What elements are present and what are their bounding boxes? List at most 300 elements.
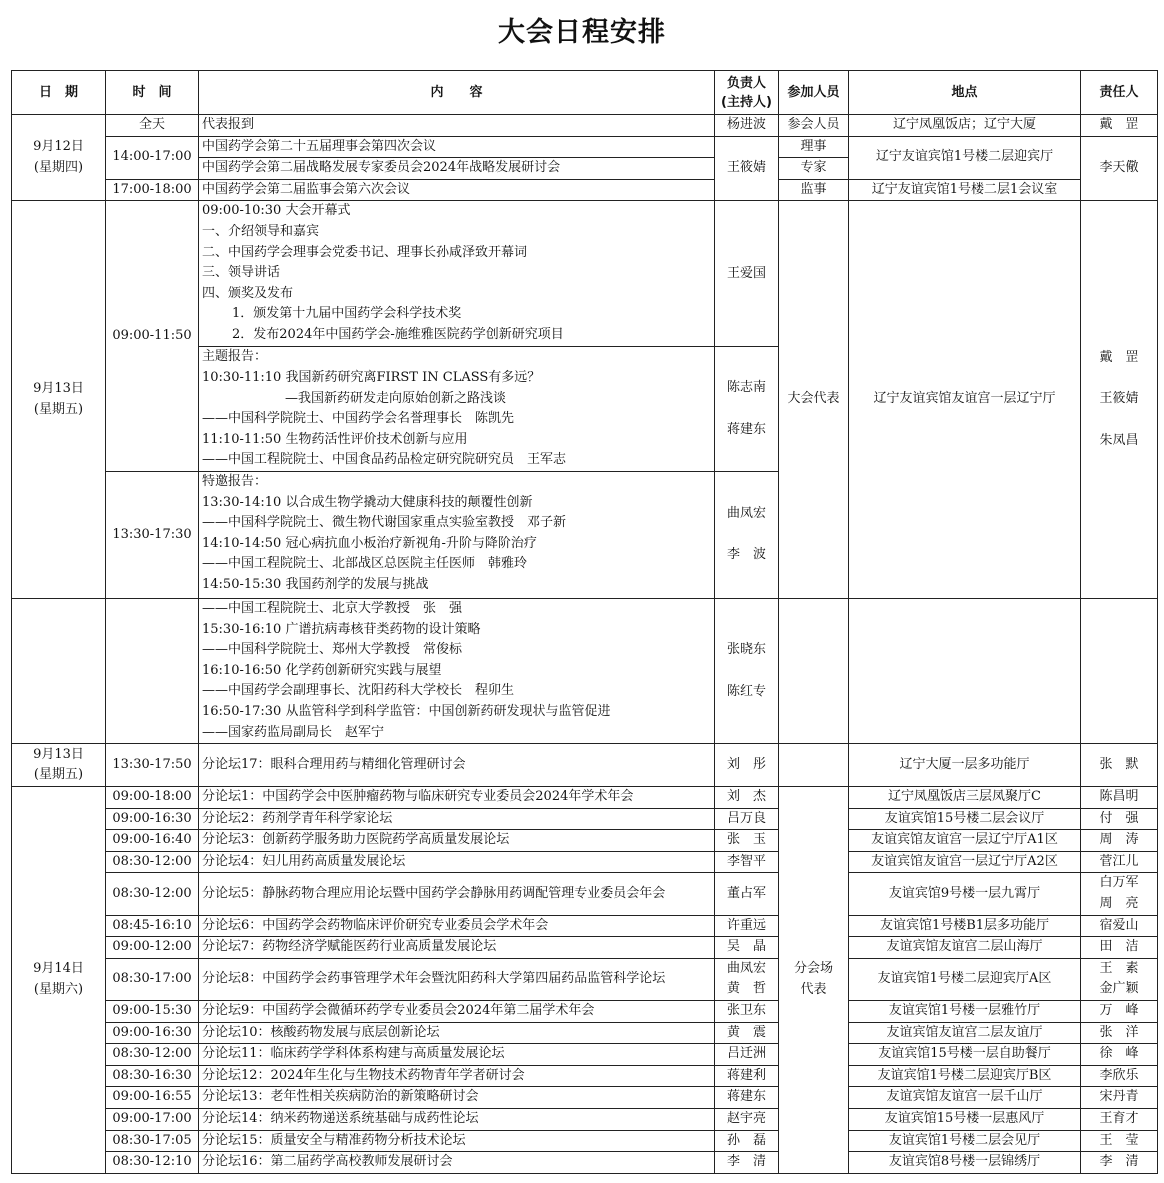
time-cell-line: 08:45-16:10	[112, 917, 192, 933]
time-cell	[106, 830, 199, 852]
content-cell	[199, 873, 715, 915]
participants-cell	[779, 158, 849, 180]
time-cell-line: 09:00-16:55	[112, 1089, 192, 1105]
location-cell-line: 友谊宾馆友谊宫一层辽宁厅A1区	[871, 832, 1058, 848]
location-cell	[849, 115, 1081, 137]
content-cell-line: 分论坛6：中国药学会药物临床评价研究专业委员会学术年会	[202, 917, 549, 933]
time-cell	[106, 1130, 199, 1152]
location-cell	[849, 1001, 1081, 1023]
content-cell-line: 分论坛4：妇儿用药高质量发展论坛	[202, 853, 406, 869]
header-date: 日 期	[12, 71, 106, 115]
day14-forum-row	[12, 1022, 1158, 1044]
time-cell	[106, 1044, 199, 1066]
day14-forum-row	[12, 851, 1158, 873]
content-cell-line: 15:30-16:10 广谱抗病毒核苷类药物的设计策略	[202, 621, 481, 637]
time-cell-line: 13:30-17:50	[112, 756, 192, 772]
date-cell-line: (星期四)	[33, 159, 84, 175]
participants-cell-line: 专家	[800, 160, 827, 176]
date-cell-line: 9月13日	[33, 746, 84, 762]
time-cell	[106, 201, 199, 472]
content-cell-line: 二、中国药学会理事会党委书记、理事长孙咸泽致开幕词	[202, 244, 528, 260]
day12-row	[12, 179, 1158, 201]
location-cell-line: 友谊宾馆友谊宫一层辽宁厅A2区	[871, 853, 1058, 869]
participants-cell-line: 理事	[800, 138, 827, 154]
schedule-table	[11, 70, 1158, 1174]
host-cell-line: 李 波	[726, 547, 766, 563]
day14-forum-row	[12, 958, 1158, 1000]
date-cell	[12, 787, 106, 1174]
owner-cell-line: 付 强	[1099, 810, 1139, 826]
content-cell	[199, 808, 715, 830]
content-cell	[199, 115, 715, 137]
content-cell	[199, 471, 715, 598]
time-cell	[106, 744, 199, 787]
content-cell	[199, 1022, 715, 1044]
header-time: 时 间	[106, 71, 199, 115]
day14-forum-row	[12, 915, 1158, 937]
content-cell-line: 分论坛12：2024年生化与生物技术药物青年学者研讨会	[202, 1067, 525, 1083]
host-cell-line: 王爱国	[726, 265, 766, 281]
header-row	[12, 71, 1158, 115]
host-cell	[715, 115, 779, 137]
day14-forum-row	[12, 1065, 1158, 1087]
participants-cell-line: 参会人员	[787, 117, 840, 132]
host-cell	[715, 136, 779, 201]
content-cell-line: 特邀报告：	[202, 473, 268, 489]
time-cell-line: 08:30-16:30	[112, 1067, 192, 1083]
host-cell	[715, 1130, 779, 1152]
location-cell	[849, 598, 1081, 743]
location-cell	[849, 1130, 1081, 1152]
time-cell-line: 08:30-17:05	[112, 1132, 192, 1148]
day13-opening-row	[12, 201, 1158, 347]
host-cell	[715, 937, 779, 959]
location-cell	[849, 1022, 1081, 1044]
day14-forum-row	[12, 1130, 1158, 1152]
location-cell	[849, 787, 1081, 809]
content-cell-line: 主题报告：	[202, 349, 268, 365]
host-cell-line: 孙 磊	[726, 1132, 766, 1148]
time-cell	[106, 958, 199, 1000]
participants-cell-line: 分会场	[793, 961, 833, 977]
location-cell-line: 辽宁友谊宾馆友谊宫一层辽宁厅	[873, 391, 1056, 407]
host-cell-line: 刘 彤	[726, 756, 766, 772]
content-cell	[199, 158, 715, 180]
host-cell-line: 曲凤宏	[726, 960, 766, 976]
owner-cell-line: 张 洋	[1099, 1024, 1139, 1040]
owner-cell-line: 王 莹	[1099, 1132, 1139, 1148]
time-cell	[106, 1109, 199, 1131]
host-cell	[715, 873, 779, 915]
content-cell-line: 分论坛15：质量安全与精准药物分析技术论坛	[202, 1132, 466, 1148]
host-cell-line: 吕迁洲	[726, 1046, 766, 1062]
location-cell-line: 友谊宾馆友谊宫二层友谊厅	[886, 1024, 1043, 1040]
host-cell-line: 董占军	[726, 885, 766, 901]
content-cell-line: 分论坛1：中国药学会中医肿瘤药物与临床研究专业委员会2024年学术年会	[202, 789, 634, 805]
day14-forum-row	[12, 1044, 1158, 1066]
location-cell-line: 辽宁友谊宾馆1号楼二层迎宾厅	[875, 149, 1054, 165]
owner-cell	[1081, 1022, 1158, 1044]
day14-forum-row	[12, 1109, 1158, 1131]
content-cell-line: ——中国工程院院士、北京大学教授 张 强	[202, 600, 463, 616]
location-cell-line: 友谊宾馆友谊宫一层千山厅	[886, 1089, 1043, 1105]
content-cell-line: ——中国药学会副理事长、沈阳药科大学校长 程卯生	[202, 683, 515, 699]
participants-cell-line: 大会代表	[787, 391, 840, 407]
content-cell-line: ——国家药监局副局长 赵军宁	[202, 724, 385, 740]
day14-forum-row	[12, 1152, 1158, 1174]
owner-cell-line: 王筱婧	[1099, 391, 1139, 407]
content-cell	[199, 136, 715, 158]
host-cell	[715, 598, 779, 743]
day13-continued-row	[12, 598, 1158, 743]
content-cell	[199, 937, 715, 959]
content-cell-line: 分论坛2：药剂学青年科学家论坛	[202, 810, 393, 826]
owner-cell-line: 金广颖	[1099, 981, 1139, 997]
host-cell	[715, 1022, 779, 1044]
day13-forum17-row	[12, 744, 1158, 787]
content-cell-line: 分论坛7：药物经济学赋能医药行业高质量发展论坛	[202, 939, 497, 955]
host-cell	[715, 787, 779, 809]
content-cell-line: 16:50-17:30 从监管科学到科学监管：中国创新药研发现状与监管促进	[202, 703, 611, 719]
content-cell-line: 11:10-11:50 生物药活性评价技术创新与应用	[202, 431, 468, 447]
location-cell	[849, 873, 1081, 915]
content-cell-line: 代表报到	[202, 117, 255, 132]
owner-cell	[1081, 598, 1158, 743]
owner-cell	[1081, 115, 1158, 137]
content-cell	[199, 1065, 715, 1087]
date-cell-line: 9月13日	[33, 381, 84, 397]
time-cell-line: 09:00-18:00	[112, 789, 192, 805]
owner-cell	[1081, 1130, 1158, 1152]
host-cell-line: 杨进波	[726, 117, 766, 132]
content-cell-line: 中国药学会第二届战略发展专家委员会2024年战略发展研讨会	[202, 160, 561, 176]
host-cell-line: 陈志南	[726, 380, 766, 396]
owner-cell-line: 宿爱山	[1099, 917, 1139, 933]
location-cell-line: 辽宁凤凰饭店；辽宁大厦	[892, 117, 1036, 132]
date-cell-line: 9月12日	[33, 139, 84, 155]
header-participants: 参加人员	[779, 71, 849, 115]
owner-cell-line: 周 涛	[1099, 832, 1139, 848]
host-cell	[715, 744, 779, 787]
content-cell	[199, 347, 715, 472]
owner-cell-line: 张 默	[1099, 756, 1139, 772]
content-cell-line: 中国药学会第二十五届理事会第四次会议	[202, 138, 437, 154]
day12-row	[12, 136, 1158, 158]
content-cell-line: 2．发布2024年中国药学会-施维雅医院药学创新研究项目	[232, 326, 564, 342]
content-cell	[199, 787, 715, 809]
owner-cell	[1081, 201, 1158, 599]
day14-forum-row	[12, 1087, 1158, 1109]
location-cell-line: 友谊宾馆1号楼二层会见厅	[888, 1132, 1041, 1148]
content-cell-line: 四、颁奖及发布	[202, 285, 294, 301]
owner-cell-line: 田 洁	[1099, 939, 1139, 955]
participants-cell	[779, 201, 849, 599]
host-cell-line: 张晓东	[726, 641, 766, 657]
location-cell	[849, 937, 1081, 959]
host-cell	[715, 851, 779, 873]
location-cell-line: 友谊宾馆9号楼一层九霄厅	[888, 885, 1041, 901]
content-cell	[199, 851, 715, 873]
content-cell	[199, 830, 715, 852]
date-cell	[12, 201, 106, 599]
host-cell	[715, 808, 779, 830]
time-cell	[106, 598, 199, 743]
time-cell	[106, 808, 199, 830]
content-cell-line: ——中国工程院院士、北部战区总医院主任医师 韩雅玲	[202, 556, 528, 572]
owner-cell	[1081, 851, 1158, 873]
date-cell	[12, 115, 106, 201]
host-cell	[715, 1044, 779, 1066]
location-cell	[849, 1152, 1081, 1174]
content-cell-line: 分论坛9：中国药学会微循环药学专业委员会2024年第二届学术年会	[202, 1003, 595, 1019]
owner-cell-line: 周 亮	[1099, 896, 1139, 912]
location-cell	[849, 830, 1081, 852]
owner-cell	[1081, 937, 1158, 959]
location-cell	[849, 744, 1081, 787]
day14-forum-row	[12, 787, 1158, 809]
day14-forum-row	[12, 873, 1158, 915]
header-host: 负责人 (主持人)	[715, 71, 779, 115]
location-cell-line: 辽宁友谊宾馆1号楼二层1会议室	[871, 181, 1058, 197]
time-cell-line: 09:00-17:00	[112, 1111, 192, 1126]
host-cell-line: 许重远	[726, 917, 766, 933]
content-cell-line: 14:10-14:50 冠心病抗血小板治疗新视角-升阶与降阶治疗	[202, 535, 537, 551]
content-cell	[199, 179, 715, 201]
host-cell	[715, 1065, 779, 1087]
host-cell-line: 张 玉	[726, 832, 766, 848]
content-cell	[199, 1109, 715, 1131]
time-cell	[106, 873, 199, 915]
date-cell-line: (星期五)	[33, 767, 84, 783]
time-cell-line: 08:30-12:00	[112, 885, 192, 901]
time-cell-line: 09:00-12:00	[112, 939, 192, 955]
participants-cell	[779, 598, 849, 743]
time-cell	[106, 1022, 199, 1044]
host-cell	[715, 1001, 779, 1023]
content-cell-line: 分论坛10：核酸药物发展与底层创新论坛	[202, 1024, 440, 1040]
host-cell-line: 蒋建东	[726, 421, 766, 437]
location-cell-line: 友谊宾馆15号楼一层惠风厅	[884, 1111, 1045, 1126]
content-cell	[199, 1152, 715, 1174]
location-cell	[849, 1065, 1081, 1087]
host-cell	[715, 201, 779, 347]
time-cell	[106, 179, 199, 201]
owner-cell	[1081, 873, 1158, 915]
content-cell-line: 13:30-14:10 以合成生物学撬动大健康科技的颠覆性创新	[202, 494, 533, 510]
host-cell-line: 刘 杰	[726, 789, 766, 805]
owner-cell-line: 徐 峰	[1099, 1046, 1139, 1062]
time-cell-line: 全天	[138, 117, 165, 132]
header-owner: 责任人	[1081, 71, 1158, 115]
content-cell-line: 三、领导讲话	[202, 265, 281, 281]
time-cell	[106, 915, 199, 937]
day14-forum-row	[12, 830, 1158, 852]
host-cell-line: 黄 震	[726, 1024, 766, 1040]
time-cell	[106, 115, 199, 137]
owner-cell-line: 李欣乐	[1099, 1067, 1139, 1083]
host-cell-line: 陈红专	[726, 683, 766, 699]
date-cell	[12, 744, 106, 787]
owner-cell-line: 王育才	[1099, 1111, 1139, 1126]
time-cell	[106, 851, 199, 873]
owner-cell-line: 戴 罡	[1099, 349, 1139, 365]
time-cell	[106, 471, 199, 598]
location-cell	[849, 136, 1081, 179]
location-cell	[849, 201, 1081, 599]
time-cell-line: 17:00-18:00	[112, 181, 192, 197]
content-cell	[199, 744, 715, 787]
location-cell-line: 友谊宾馆1号楼一层雅竹厅	[888, 1003, 1041, 1019]
location-cell-line: 友谊宾馆15号楼一层自助餐厅	[878, 1046, 1051, 1062]
time-cell-line: 08:30-12:00	[112, 853, 192, 869]
content-cell-line: 09:00-10:30 大会开幕式	[202, 203, 351, 219]
day14-forum-row	[12, 1001, 1158, 1023]
owner-cell-line: 白万军	[1099, 875, 1139, 891]
day14-forum-row	[12, 937, 1158, 959]
content-cell-line: 分论坛5：静脉药物合理应用论坛暨中国药学会静脉用药调配管理专业委员会年会	[202, 885, 666, 901]
content-cell-line: ——中国工程院院士、中国食品药品检定研究院研究员 王军志	[202, 452, 567, 468]
location-cell	[849, 1044, 1081, 1066]
owner-cell	[1081, 744, 1158, 787]
participants-cell-line: 监事	[800, 181, 827, 197]
host-cell	[715, 915, 779, 937]
location-cell-line: 友谊宾馆1号楼二层迎宾厅A区	[877, 971, 1052, 987]
date-cell-line: (星期六)	[33, 981, 84, 997]
owner-cell	[1081, 1109, 1158, 1131]
content-cell	[199, 1001, 715, 1023]
location-cell-line: 友谊宾馆友谊宫二层山海厅	[886, 939, 1043, 955]
owner-cell-line: 万 峰	[1099, 1003, 1139, 1019]
content-cell-line: 14:50-15:30 我国药剂学的发展与挑战	[202, 576, 429, 592]
content-cell-line: 16:10-16:50 化学药创新研究实践与展望	[202, 662, 442, 678]
host-cell	[715, 958, 779, 1000]
time-cell	[106, 1065, 199, 1087]
time-cell	[106, 1001, 199, 1023]
page-title: 大会日程安排	[498, 17, 666, 48]
content-cell-line: 10:30-11:10 我国新药研究离FIRST IN CLASS有多远？	[202, 369, 541, 385]
participants-cell	[779, 179, 849, 201]
host-cell	[715, 830, 779, 852]
owner-cell	[1081, 136, 1158, 201]
location-cell-line: 友谊宾馆15号楼二层会议厅	[884, 810, 1045, 826]
date-cell-line: (星期五)	[33, 401, 84, 417]
host-cell-line: 李 清	[726, 1154, 766, 1170]
time-cell	[106, 136, 199, 179]
content-cell-line: 分论坛14：纳米药物递送系统基础与成药性论坛	[202, 1111, 479, 1126]
host-cell	[715, 471, 779, 598]
owner-cell-line: 李天儆	[1099, 160, 1139, 176]
content-cell	[199, 1087, 715, 1109]
owner-cell	[1081, 1087, 1158, 1109]
content-cell	[199, 1044, 715, 1066]
owner-cell	[1081, 958, 1158, 1000]
time-cell-line: 09:00-16:40	[112, 832, 192, 848]
content-cell-line: 分论坛11：临床药学学科体系构建与高质量发展论坛	[202, 1046, 505, 1062]
owner-cell-line: 陈昌明	[1099, 789, 1139, 805]
content-cell-line: 1．颁发第十九届中国药学会科学技术奖	[232, 306, 462, 322]
header-location: 地点	[849, 71, 1081, 115]
owner-cell	[1081, 787, 1158, 809]
host-cell	[715, 1087, 779, 1109]
location-cell	[849, 1087, 1081, 1109]
owner-cell-line: 李 清	[1099, 1154, 1139, 1170]
host-cell	[715, 347, 779, 472]
participants-cell-line: 代表	[800, 981, 827, 997]
location-cell-line: 辽宁大厦一层多功能厅	[899, 756, 1030, 772]
location-cell	[849, 851, 1081, 873]
owner-cell	[1081, 1152, 1158, 1174]
content-cell-line: 分论坛8：中国药学会药事管理学术年会暨沈阳药科大学第四届药品监管科学论坛	[202, 971, 666, 987]
content-cell	[199, 1130, 715, 1152]
time-cell-line: 14:00-17:00	[112, 149, 192, 165]
location-cell	[849, 808, 1081, 830]
content-cell	[199, 915, 715, 937]
host-cell-line: 赵宇亮	[726, 1111, 766, 1126]
location-cell-line: 友谊宾馆1号楼二层迎宾厅B区	[877, 1067, 1052, 1083]
time-cell-line: 13:30-17:30	[112, 526, 192, 542]
host-cell	[715, 1109, 779, 1131]
owner-cell	[1081, 1065, 1158, 1087]
day12-row	[12, 115, 1158, 137]
location-cell-line: 友谊宾馆8号楼一层锦绣厅	[888, 1154, 1041, 1170]
header-content: 内 容	[199, 71, 715, 115]
owner-cell-line: 朱凤昌	[1099, 432, 1139, 448]
content-cell	[199, 598, 715, 743]
content-cell	[199, 201, 715, 347]
host-cell	[715, 1152, 779, 1174]
location-cell	[849, 1109, 1081, 1131]
participants-cell	[779, 787, 849, 1174]
date-cell-line: 9月14日	[33, 961, 84, 977]
content-cell-line: 分论坛17：眼科合理用药与精细化管理研讨会	[202, 756, 466, 772]
time-cell	[106, 787, 199, 809]
host-cell-line: 吴 晶	[726, 939, 766, 955]
location-cell-line: 友谊宾馆1号楼B1层多功能厅	[879, 917, 1050, 933]
location-cell	[849, 179, 1081, 201]
owner-cell-line: 戴 罡	[1099, 117, 1139, 132]
day14-forum-row	[12, 808, 1158, 830]
participants-cell	[779, 115, 849, 137]
host-cell-line: 黄 哲	[726, 981, 766, 997]
host-cell-line: 王筱婧	[726, 160, 766, 176]
time-cell	[106, 937, 199, 959]
owner-cell	[1081, 1044, 1158, 1066]
content-cell-line: ——中国科学院院士、微生物代谢国家重点实验室教授 邓子新	[202, 515, 567, 531]
time-cell-line: 09:00-15:30	[112, 1003, 192, 1019]
time-cell	[106, 1152, 199, 1174]
content-cell-line: ——中国科学院院士、郑州大学教授 常俊标	[202, 642, 463, 658]
participants-cell	[779, 744, 849, 787]
location-cell	[849, 915, 1081, 937]
time-cell-line: 08:30-12:10	[112, 1154, 192, 1170]
location-cell	[849, 958, 1081, 1000]
host-cell-line: 蒋建利	[726, 1067, 766, 1083]
owner-cell	[1081, 830, 1158, 852]
content-cell-line: 分论坛16：第二届药学高校教师发展研讨会	[202, 1154, 453, 1170]
time-cell-line: 09:00-16:30	[112, 810, 192, 826]
content-cell-line: 分论坛3：创新药学服务助力医院药学高质量发展论坛	[202, 832, 510, 848]
host-cell-line: 李智平	[726, 853, 766, 869]
location-cell-line: 辽宁凤凰饭店三层凤聚厅C	[888, 789, 1041, 805]
content-cell-line: 中国药学会第二届监事会第六次会议	[202, 181, 411, 197]
content-cell	[199, 958, 715, 1000]
time-cell-line: 08:30-17:00	[112, 971, 192, 987]
content-cell-line: ——中国科学院院士、中国药学会名誉理事长 陈凯先	[202, 411, 515, 427]
host-cell-line: 蒋建东	[726, 1089, 766, 1105]
host-cell-line: 张卫东	[726, 1003, 766, 1019]
time-cell	[106, 1087, 199, 1109]
time-cell-line: 08:30-12:00	[112, 1046, 192, 1062]
